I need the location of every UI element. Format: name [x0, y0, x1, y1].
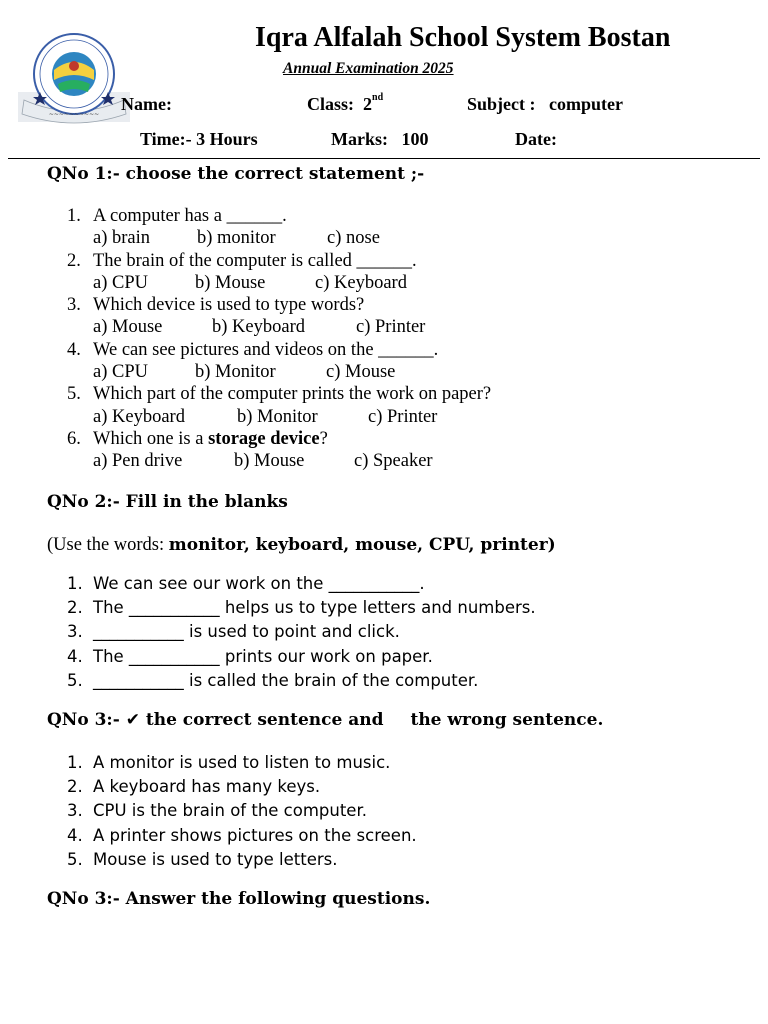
- q4-heading: QNo 3:- Answer the following questions.: [47, 889, 431, 909]
- subject-field: [467, 94, 623, 115]
- q1-options: a) Pen drive b) Mouse c) Speaker: [93, 451, 433, 472]
- subject-value: computer: [549, 94, 623, 114]
- q1-list: [67, 205, 491, 473]
- q1-heading: QNo 1:- choose the correct statement ;-: [47, 164, 425, 184]
- class-field: [307, 94, 383, 115]
- q3-item: 2. A keyboard has many keys.: [67, 777, 321, 797]
- q2-instruction: (Use the words: monitor, keyboard, mouse, CPU, printer): [47, 535, 556, 555]
- q1-item: 2. The brain of the computer is called ______.: [67, 250, 417, 271]
- header-divider: [8, 158, 760, 159]
- date-label: Date:: [515, 129, 557, 149]
- q1-item: 3. Which device is used to type words?: [67, 295, 365, 316]
- school-name: Iqra Alfalah School System Bostan: [255, 22, 671, 53]
- school-logo: [18, 30, 130, 126]
- q1-options: a) Keyboard b) Monitor c) Printer: [93, 406, 438, 427]
- q2-item: 1. We can see our work on the ___________.: [67, 574, 425, 593]
- q3-item: 3. CPU is the brain of the computer.: [67, 801, 367, 821]
- q1-options: a) CPU b) Mouse c) Keyboard: [93, 272, 407, 293]
- marks-label: Marks:: [331, 129, 388, 149]
- exam-title: Annual Examination 2025: [283, 60, 454, 77]
- q2-item: 4. The ___________ prints our work on paper.: [67, 646, 433, 666]
- q1-item: 5. Which part of the computer prints the work on paper?: [67, 384, 492, 405]
- check-mark-icon: ✔: [125, 710, 140, 730]
- q1-item: 6. Which one is a storage device?: [67, 428, 328, 449]
- class-value: 2: [363, 94, 373, 114]
- q1-item: 4. We can see pictures and videos on the ______.: [67, 339, 439, 360]
- q2-item: 5. ___________ is called the brain of the computer.: [67, 670, 479, 690]
- name-label: Name:: [121, 94, 172, 114]
- q3-item: 5. Mouse is used to type letters.: [67, 849, 338, 869]
- marks-value: 100: [401, 129, 429, 149]
- q3-heading: QNo 3:- ✔ the correct sentence and the wrong sentence.: [47, 710, 604, 730]
- q2-list: [67, 572, 536, 693]
- marks-field: [331, 129, 429, 150]
- q1-item: 1. A computer has a ______.: [67, 206, 287, 226]
- class-label: Class:: [307, 94, 355, 114]
- q1-options: a) CPU b) Monitor c) Mouse: [93, 362, 396, 383]
- q3-list: [67, 751, 417, 872]
- q3-item: 1. A monitor is used to listen to music.: [67, 753, 391, 772]
- q2-item: 2. The ___________ helps us to type letters and numbers.: [67, 598, 536, 618]
- q1-options: a) brain b) monitor c) nose: [93, 228, 380, 249]
- time-label: Time:- 3 Hours: [140, 129, 258, 149]
- svg-text:~~~~~~~~~~: ~~~~~~~~~~: [48, 111, 100, 118]
- q1-options: a) Mouse b) Keyboard c) Printer: [93, 317, 426, 338]
- class-suffix: nd: [372, 92, 384, 103]
- subject-label: Subject :: [467, 94, 536, 114]
- q2-heading: QNo 2:- Fill in the blanks: [47, 492, 288, 512]
- q2-item: 3. ___________ is used to point and click.: [67, 622, 400, 642]
- q3-item: 4. A printer shows pictures on the screen.: [67, 825, 417, 845]
